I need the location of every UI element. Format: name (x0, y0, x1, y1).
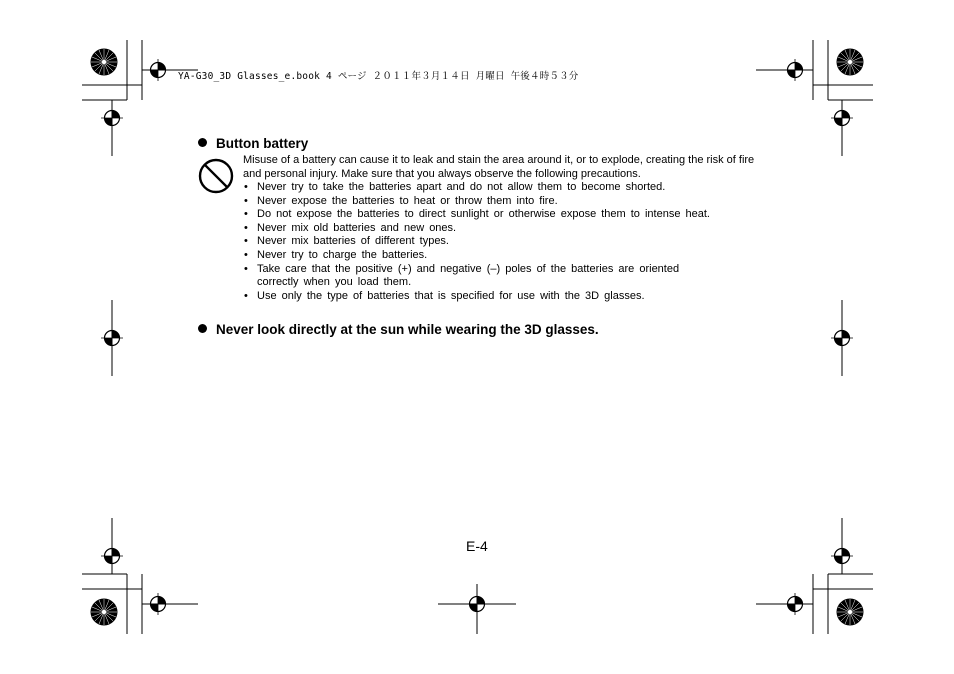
battery-precautions-list (243, 181, 723, 303)
list-item: • Do not expose the batteries to direct sunlight or otherwise expose them to intense heat. (243, 208, 723, 222)
list-item: • Never expose the batteries to heat or throw them into fire. (243, 195, 723, 209)
battery-warning-intro: Misuse of a battery can cause it to leak and stain the area around it, or to explode, creating the risk of fire and personal injury. Make sure that you always observe the following precautions. (243, 154, 755, 180)
prohibition-icon (198, 158, 234, 194)
sun-warning-heading (198, 322, 599, 337)
file-header-line: YA-G30_3D Glasses_e.book 4 ページ ２０１１年３月１４日 月曜日 午後４時５３分 (178, 71, 579, 82)
page-number: E-4 (466, 538, 488, 554)
list-item: • Never mix batteries of different types. (243, 235, 723, 249)
list-item: • Never mix old batteries and new ones. (243, 222, 723, 236)
button-battery-heading (198, 136, 308, 151)
bullet-dot (198, 138, 207, 147)
bullet-dot (198, 324, 207, 333)
heading-text: Never look directly at the sun while wearing the 3D glasses. (216, 322, 599, 337)
list-item: • Use only the type of batteries that is specified for use with the 3D glasses. (243, 290, 723, 304)
list-item: • Take care that the positive (+) and negative (–) poles of the batteries are oriented correctly when you load them. (243, 263, 723, 290)
list-item: • Never try to charge the batteries. (243, 249, 723, 263)
list-item: • Never try to take the batteries apart and do not allow them to become shorted. (243, 181, 723, 195)
heading-text: Button battery (216, 136, 309, 151)
